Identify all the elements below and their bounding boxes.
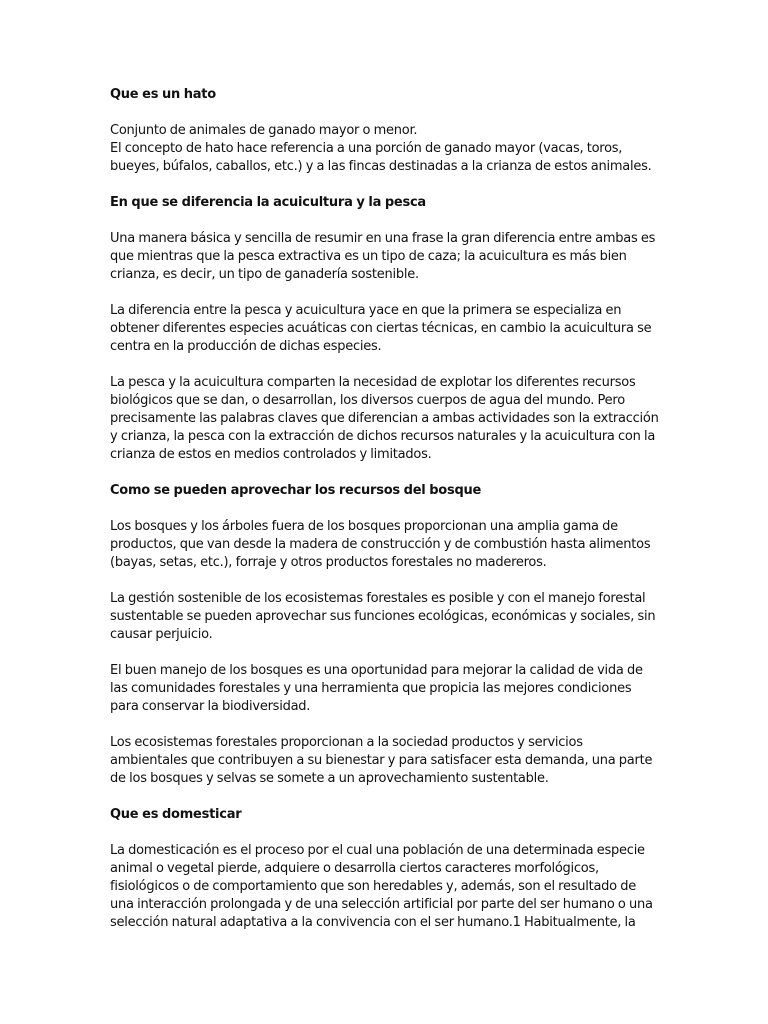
text-line: de los bosques y selvas se somete a un aprovechamiento sustentable. (110, 771, 549, 786)
section-heading: Como se pueden aprovechar los recursos del bosque (110, 483, 482, 498)
text-line: una interacción prolongada y de una selección artificial por parte del ser humano o una (110, 897, 653, 912)
section-paragraph (110, 842, 658, 930)
text-line: La gestión sostenible de los ecosistemas forestales es posible y con el manejo forestal (110, 591, 646, 606)
text-line: que mientras que la pesca extractiva es un tipo de caza; la acuicultura es más bien (110, 249, 627, 264)
section-heading: En que se diferencia la acuicultura y la pesca (110, 195, 426, 210)
text-line: crianza, es decir, un tipo de ganadería sostenible. (110, 267, 419, 282)
section-paragraph (110, 302, 658, 356)
text-line: para conservar la biodiversidad. (110, 699, 311, 714)
text-line: Una manera básica y sencilla de resumir en una frase la gran diferencia entre ambas es (110, 231, 656, 246)
text-line: sustentable se pueden aprovechar sus funciones ecológicas, económicas y sociales, sin (110, 609, 656, 624)
section-paragraph (110, 590, 658, 644)
section-paragraph (110, 230, 658, 284)
text-line: bueyes, búfalos, caballos, etc.) y a las fincas destinadas a la crianza de estos animales. (110, 159, 652, 174)
text-line: fisiológicos o de comportamiento que son heredables y, además, son el resultado de (110, 879, 637, 894)
section-paragraph (110, 518, 658, 572)
text-line: La diferencia entre la pesca y acuicultura yace en que la primera se especializa en (110, 303, 622, 318)
text-line: (bayas, setas, etc.), forraje y otros productos forestales no madereros. (110, 555, 547, 570)
section-paragraph (110, 122, 658, 176)
text-line: obtener diferentes especies acuáticas con ciertas técnicas, en cambio la acuicultura se (110, 321, 652, 336)
text-line: La domesticación es el proceso por el cual una población de una determinada especie (110, 843, 645, 858)
section-heading: Que es un hato (110, 87, 216, 102)
text-line: El concepto de hato hace referencia a una porción de ganado mayor (vacas, toros, (110, 141, 623, 156)
text-line: El buen manejo de los bosques es una oportunidad para mejorar la calidad de vida de (110, 663, 643, 678)
text-line: animal o vegetal pierde, adquiere o desarrolla ciertos caracteres morfológicos, (110, 861, 599, 876)
text-line: biológicos que se dan, o desarrollan, los diversos cuerpos de agua del mundo. Pero (110, 393, 625, 408)
text-line: La pesca y la acuicultura comparten la necesidad de explotar los diferentes recursos (110, 375, 636, 390)
text-line: Los bosques y los árboles fuera de los bosques proporcionan una amplia gama de (110, 519, 618, 534)
text-line: productos, que van desde la madera de construcción y de combustión hasta alimentos (110, 537, 651, 552)
text-line: y crianza, la pesca con la extracción de dichos recursos naturales y la acuicultura con la (110, 429, 656, 444)
document-body (110, 86, 658, 930)
text-line: Conjunto de animales de ganado mayor o menor. (110, 123, 418, 138)
text-line: centra en la producción de dichas especies. (110, 339, 382, 354)
text-line: causar perjuicio. (110, 627, 213, 642)
text-line: Los ecosistemas forestales proporcionan a la sociedad productos y servicios (110, 735, 583, 750)
section-paragraph (110, 662, 658, 716)
section-paragraph (110, 734, 658, 788)
section-paragraph (110, 374, 658, 464)
text-line: selección natural adaptativa a la convivencia con el ser humano.1 Habitualmente, la (110, 915, 636, 930)
section-heading: Que es domesticar (110, 807, 242, 822)
text-line: ambientales que contribuyen a su bienestar y para satisfacer esta demanda, una parte (110, 753, 653, 768)
text-line: precisamente las palabras claves que diferencian a ambas actividades son la extracción (110, 411, 659, 426)
text-line: las comunidades forestales y una herramienta que propicia las mejores condiciones (110, 681, 632, 696)
text-line: crianza de estos en medios controlados y limitados. (110, 447, 432, 462)
